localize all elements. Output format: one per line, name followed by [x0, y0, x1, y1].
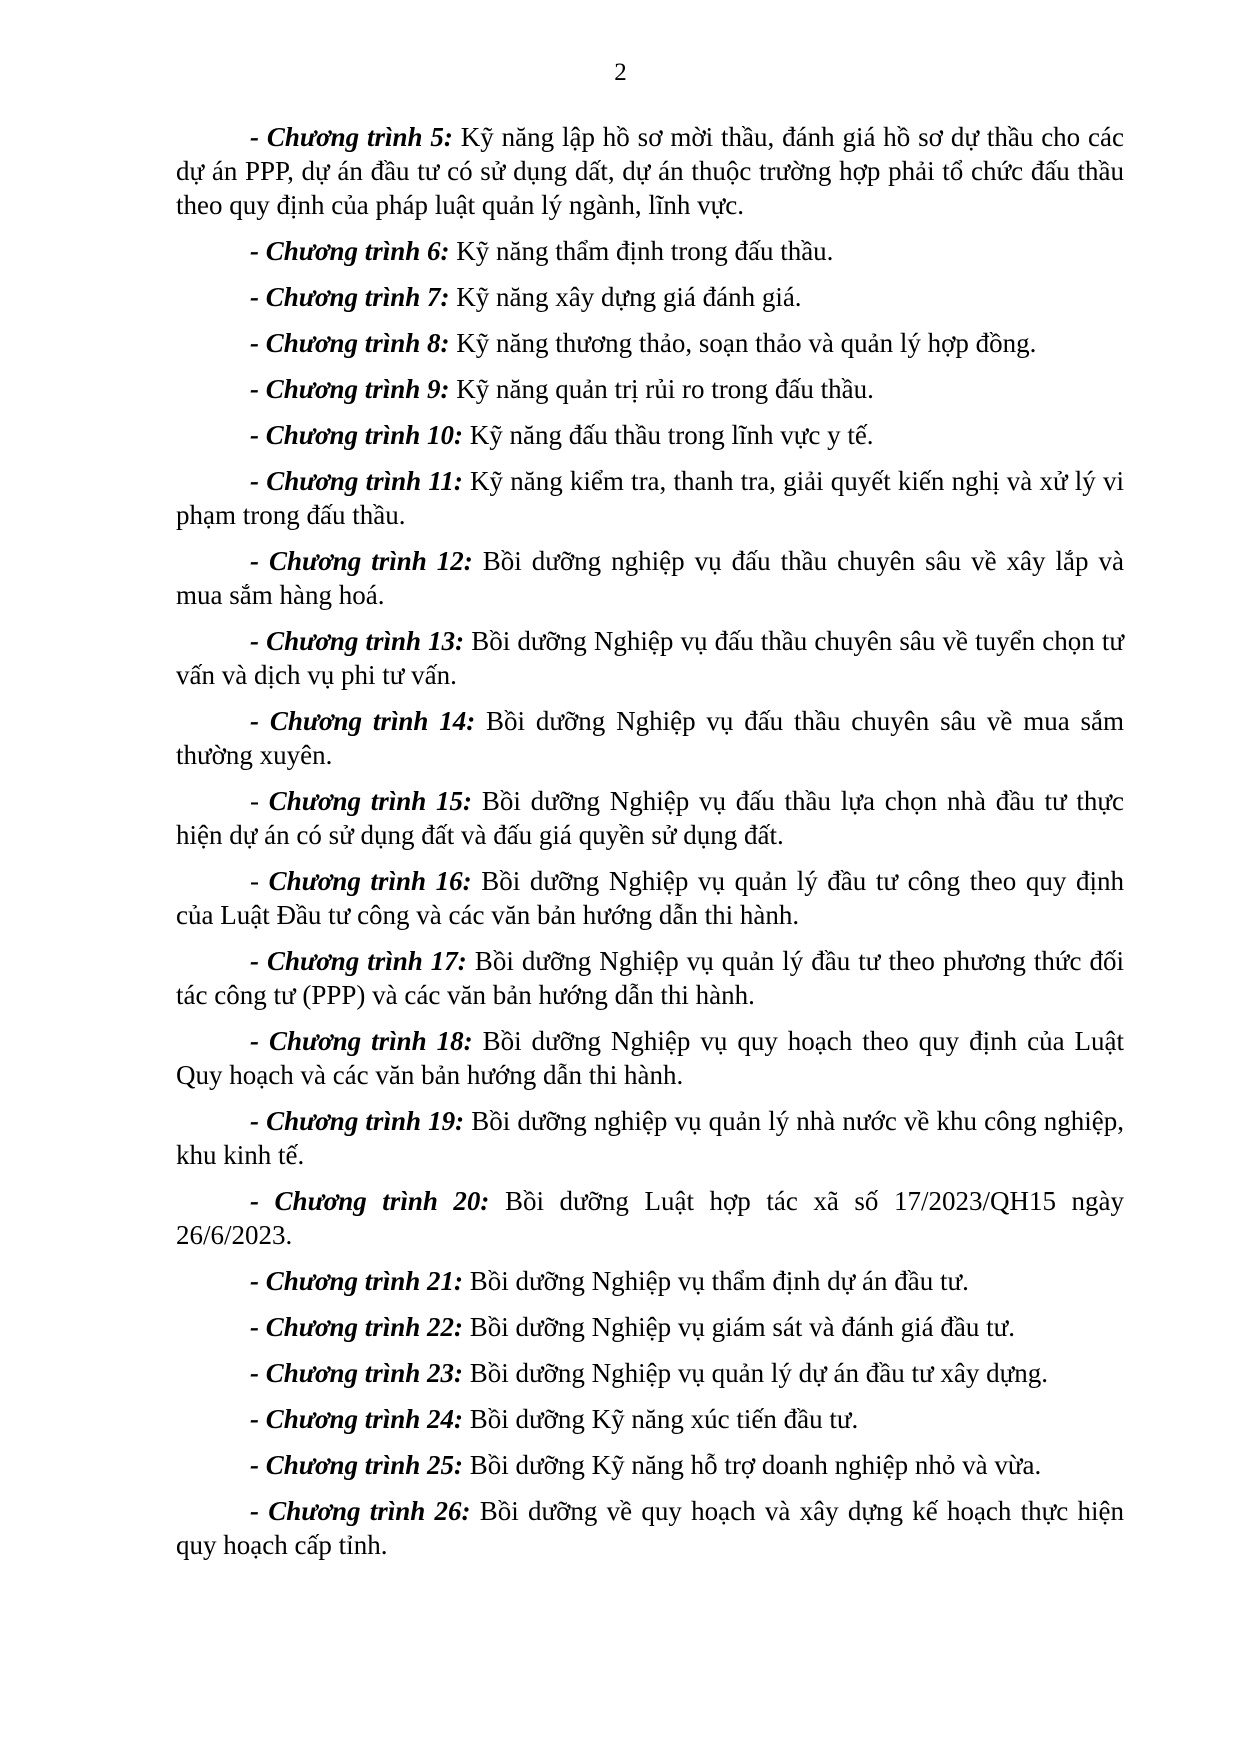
item-dash: -	[250, 1186, 275, 1216]
program-item	[176, 544, 1124, 612]
program-description: Bồi dưỡng Nghiệp vụ quản lý dự án đầu tư xây dựng.	[463, 1358, 1048, 1388]
program-description: Bồi dưỡng Nghiệp vụ đấu thầu lựa chọn nhà đầu tư thực hiện dự án có sử dụng đất và đấu giá quyền sử dụng đất.	[176, 786, 1124, 850]
program-label: Chương trình 11:	[266, 466, 463, 496]
program-description: Kỹ năng đấu thầu trong lĩnh vực y tế.	[463, 420, 874, 450]
program-label: Chương trình 24:	[265, 1404, 463, 1434]
program-label: Chương trình 8:	[265, 328, 450, 358]
program-item	[176, 1310, 1124, 1344]
program-label: Chương trình 5:	[266, 122, 453, 152]
program-item	[176, 464, 1124, 532]
item-dash: -	[250, 626, 267, 656]
program-description: Bồi dưỡng Nghiệp vụ giám sát và đánh giá đầu tư.	[463, 1312, 1015, 1342]
program-description: Bồi dưỡng nghiệp vụ đấu thầu chuyên sâu về xây lắp và mua sắm hàng hoá.	[176, 546, 1124, 610]
program-list	[176, 120, 1124, 1574]
program-item	[176, 1104, 1124, 1172]
program-description: Bồi dưỡng Nghiệp vụ thẩm định dự án đầu tư.	[463, 1266, 969, 1296]
program-description: Bồi dưỡng Nghiệp vụ đấu thầu chuyên sâu về tuyển chọn tư vấn và dịch vụ phi tư vấn.	[176, 626, 1124, 690]
item-dash: -	[250, 282, 266, 312]
item-dash: -	[250, 1404, 266, 1434]
program-label: Chương trình 9:	[265, 374, 450, 404]
program-item	[176, 372, 1124, 406]
program-label: Chương trình 16:	[268, 866, 472, 896]
item-dash: -	[250, 1026, 269, 1056]
item-dash: -	[250, 1450, 266, 1480]
program-label: Chương trình 19:	[266, 1106, 465, 1136]
program-description: Bồi dưỡng Nghiệp vụ đấu thầu chuyên sâu về mua sắm thường xuyên.	[176, 706, 1124, 770]
program-description: Bồi dưỡng Nghiệp vụ quy hoạch theo quy định của Luật Quy hoạch và các văn bản hướng dẫn thi hành.	[176, 1026, 1124, 1090]
item-dash: -	[250, 420, 266, 450]
program-description: Kỹ năng lập hồ sơ mời thầu, đánh giá hồ sơ dự thầu cho các dự án PPP, dự án đầu tư có sử dụng dất, dự án thuộc trường hợp phải tổ chức đấu thầu theo quy định của pháp luật quản lý ngành, lĩnh vực.	[176, 122, 1124, 220]
program-item	[176, 1356, 1124, 1390]
program-item	[176, 1494, 1124, 1562]
program-label: Chương trình 13:	[266, 626, 465, 656]
program-item	[176, 234, 1124, 268]
program-label: Chương trình 17:	[267, 946, 467, 976]
item-dash: -	[250, 374, 266, 404]
program-description: Bồi dưỡng Luật hợp tác xã số 17/2023/QH15 ngày 26/6/2023.	[176, 1186, 1124, 1250]
item-dash: -	[250, 946, 268, 976]
item-dash: -	[250, 1106, 267, 1136]
item-dash: -	[250, 466, 267, 496]
program-item	[176, 1024, 1124, 1092]
program-label: Chương trình 15:	[268, 786, 473, 816]
program-item	[176, 864, 1124, 932]
program-item	[176, 1264, 1124, 1298]
program-label: Chương trình 7:	[265, 282, 450, 312]
program-label: Chương trình 25:	[265, 1450, 463, 1480]
item-dash: -	[250, 1266, 266, 1296]
item-dash: -	[250, 546, 269, 576]
program-item	[176, 1448, 1124, 1482]
item-dash: -	[250, 786, 269, 816]
program-item	[176, 784, 1124, 852]
item-dash: -	[250, 706, 270, 736]
program-item	[176, 624, 1124, 692]
program-label: Chương trình 21:	[265, 1266, 463, 1296]
item-dash: -	[250, 236, 266, 266]
program-description: Bồi dưỡng về quy hoạch và xây dựng kế hoạch thực hiện quy hoạch cấp tỉnh.	[176, 1496, 1125, 1560]
program-item	[176, 120, 1124, 222]
program-item	[176, 326, 1124, 360]
program-description: Bồi dưỡng Nghiệp vụ quản lý đầu tư theo phương thức đối tác công tư (PPP) và các văn bản hướng dẫn thi hành.	[176, 946, 1124, 1010]
program-item	[176, 418, 1124, 452]
program-description: Kỹ năng kiểm tra, thanh tra, giải quyết kiến nghị và xử lý vi phạm trong đấu thầu.	[176, 466, 1124, 530]
program-item	[176, 1184, 1124, 1252]
program-label: Chương trình 18:	[268, 1026, 473, 1056]
program-label: Chương trình 20:	[274, 1186, 490, 1216]
program-item	[176, 1402, 1124, 1436]
program-label: Chương trình 26:	[268, 1496, 471, 1526]
program-description: Bồi dưỡng Nghiệp vụ quản lý đầu tư công theo quy định của Luật Đầu tư công và các văn bản hướng dẫn thi hành.	[176, 866, 1124, 930]
program-description: Bồi dưỡng Kỹ năng xúc tiến đầu tư.	[463, 1404, 859, 1434]
program-label: Chương trình 22:	[265, 1312, 463, 1342]
program-item	[176, 704, 1124, 772]
program-description: Kỹ năng quản trị rủi ro trong đấu thầu.	[449, 374, 874, 404]
program-label: Chương trình 14:	[269, 706, 476, 736]
item-dash: -	[250, 1358, 266, 1388]
item-dash: -	[250, 866, 269, 896]
program-description: Bồi dưỡng Kỹ năng hỗ trợ doanh nghiệp nhỏ và vừa.	[463, 1450, 1042, 1480]
item-dash: -	[250, 122, 267, 152]
program-description: Kỹ năng thương thảo, soạn thảo và quản lý hợp đồng.	[449, 328, 1037, 358]
program-description: Bồi dưỡng nghiệp vụ quản lý nhà nước về khu công nghiệp, khu kinh tế.	[176, 1106, 1124, 1170]
item-dash: -	[250, 1496, 269, 1526]
program-label: Chương trình 12:	[269, 546, 473, 576]
item-dash: -	[250, 1312, 266, 1342]
program-label: Chương trình 23:	[265, 1358, 463, 1388]
program-item	[176, 944, 1124, 1012]
program-label: Chương trình 10:	[265, 420, 463, 450]
program-item	[176, 280, 1124, 314]
program-description: Kỹ năng xây dựng giá đánh giá.	[449, 282, 802, 312]
item-dash: -	[250, 328, 266, 358]
page-number: 2	[614, 59, 627, 86]
program-label: Chương trình 6:	[265, 236, 450, 266]
program-description: Kỹ năng thẩm định trong đấu thầu.	[449, 236, 834, 266]
